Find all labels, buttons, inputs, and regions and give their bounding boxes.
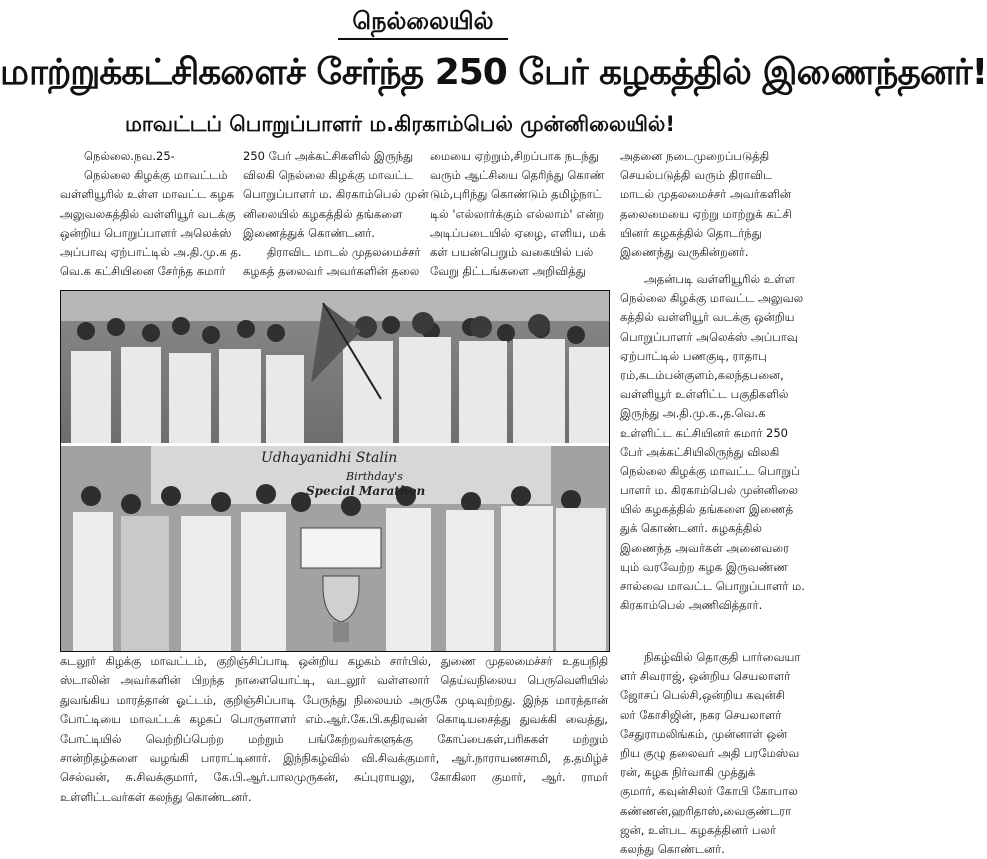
banner-text-line2: Birthday's bbox=[346, 470, 403, 483]
article-column-4-final bbox=[620, 648, 801, 859]
banner-text-line1: Udhayanidhi Stalin bbox=[261, 450, 398, 466]
text-line: ரன், கழக நிர்வாகி முத்துக் bbox=[620, 765, 756, 780]
text-line: உள்ளிட்ட கட்சியினர் சுமார் 250 bbox=[620, 425, 788, 440]
text-line: சால்வை மாவட்ட பொறுப்பாளர் ம. bbox=[620, 579, 805, 593]
article-column-4-continued bbox=[620, 270, 805, 615]
text-line: பேர் அக்கட்சியிலிருந்து விலகி bbox=[620, 444, 780, 459]
text-line: நெல்லை கிழக்கு மாவட்ட பொறுப் bbox=[620, 463, 800, 478]
text-line: தலைமையை ஏற்று மாற்றுக் கட்சி bbox=[620, 206, 792, 221]
text-line: குமார், கவுன்சிலர் கோபி கோபால bbox=[620, 784, 798, 799]
text-line: வள்ளியூர் உள்ளிட்ட பகுதிகளில் bbox=[620, 387, 789, 402]
text-line: நெல்லை கிழக்கு மாவட்ட அலுவல bbox=[620, 291, 804, 306]
headline: மாற்றுக்கட்சிகளைச் சேர்ந்த 250 பேர் கழகத்தில் இணைந்தனர்! bbox=[0, 52, 987, 93]
article-column-1 bbox=[60, 147, 242, 281]
text-line: பொறுப்பாளர் அலெக்ஸ் அப்பாவு bbox=[620, 329, 798, 344]
text-line: நிகழ்வில் தொகுதி பார்வையா bbox=[644, 650, 801, 664]
text-line: இணைந்த அவர்கள் அனைவரை bbox=[620, 540, 790, 555]
text-line: ஒன்றிய பொறுப்பாளர் அலெக்ஸ் bbox=[60, 225, 232, 240]
kicker: நெல்லையில் bbox=[338, 6, 508, 40]
text-line: கள் பயன்பெறும் வகையில் பல் bbox=[430, 244, 594, 259]
text-line: பொறுப்பாளர் ம. கிரகாம்பெல் முன் bbox=[243, 187, 429, 202]
text-line: 250 பேர் அக்கட்சிகளில் இருந்து bbox=[243, 149, 414, 163]
text-line: அப்பாவு ஏற்பாட்டில் அ.தி.மு.க த. bbox=[60, 244, 242, 259]
caption-line: சான்றிதழ்களை வழங்கி பாராட்டினார். இந்நிகழ்வில் வி.சிவக்குமார், ஆர்.நாராயணசாமி, த.தமிழ்ச் bbox=[60, 751, 608, 765]
article-column-4 bbox=[620, 147, 792, 262]
text-line: இணைந்து வருகின்றனர். bbox=[620, 244, 749, 259]
article-column-2 bbox=[243, 147, 428, 281]
text-line: மையை ஏற்றும்,சிறப்பாக நடந்து bbox=[430, 149, 599, 163]
text-line: மாடல் முதலமைச்சர் அவர்களின் bbox=[620, 187, 791, 202]
photo-trophy-presentation bbox=[61, 446, 609, 651]
text-line: அதனை நடைமுறைப்படுத்தி bbox=[620, 149, 770, 163]
caption-line: போட்டியில் வெற்றிப்பெற்ற மற்றும் பங்கேற்றவர்களுக்கு கோப்பைகள்,பரிசுகள் மற்றும் bbox=[60, 732, 608, 746]
text-line: துக் கொண்டனர். கழகத்தில் bbox=[620, 521, 762, 536]
text-line: விலகி நெல்லை கிழக்கு மாவட்ட bbox=[243, 168, 414, 183]
text-line: சேதுராமலிங்கம், முன்னாள் ஒன் bbox=[620, 726, 788, 741]
photo-caption bbox=[60, 652, 608, 807]
text-line: அதன்படி வள்ளியூரில் உள்ள bbox=[644, 272, 795, 286]
text-line: கலந்து கொண்டனர். bbox=[620, 841, 725, 856]
photo-frame bbox=[60, 290, 610, 652]
photo-marathon-flag-off bbox=[61, 291, 609, 443]
article-column-3 bbox=[430, 147, 610, 281]
text-line: பாளர் ம. கிரகாம்பெல் முன்னிலை bbox=[620, 483, 798, 498]
banner-text-line3: Special Marathon bbox=[306, 484, 426, 498]
subhead: மாவட்டப் பொறுப்பாளர் ம.கிரகாம்பெல் முன்னிலையில்! bbox=[125, 112, 675, 136]
text-line: கண்ணன்,ஹரிதாஸ்,வைகுண்டரா bbox=[620, 803, 792, 818]
text-line: யும் வரவேற்ற கழக இருவண்ண bbox=[620, 559, 788, 574]
text-line: இருந்து அ.தி.மு.க.,த.வெ.க bbox=[620, 406, 766, 421]
text-line: யில் கழகத்தில் தங்களை இணைத் bbox=[620, 502, 794, 517]
caption-line: துவங்கிய மாரத்தான் ஓட்டம், குறிஞ்சிப்பாடி பேருந்து நிலையம் அருகே முடிவுற்றது. இந்த மாரத்தான் bbox=[60, 693, 608, 707]
text-line: ஏற்பாட்டில் பணகுடி, ராதாபு bbox=[620, 348, 767, 363]
caption-line: போட்டியை மாவட்டக் கழகப் பொருளாளர் எம்.ஆர்.கே.பி.கதிரவன் கொடியசைத்து துவக்கி வைத்து, bbox=[60, 713, 608, 727]
text-line: நெல்லை கிழக்கு மாவட்டம் bbox=[84, 168, 228, 183]
text-line: இணைத்துக் கொண்டனர். bbox=[243, 225, 376, 240]
text-line: திராவிட மாடல் முதலமைச்சர் bbox=[267, 244, 421, 259]
text-line: னிலையில் கழகத்தில் தங்களை bbox=[243, 206, 403, 221]
text-line: வரும் ஆட்சியை தெரிந்து கொண் bbox=[430, 168, 605, 183]
text-line: டில் 'எல்லார்க்கும் எல்லாம்' என்ற bbox=[430, 206, 605, 221]
text-line: வெ.க கட்சியினை சேர்ந்த சுமார் bbox=[60, 264, 226, 279]
text-line: கழகத் தலைவர் அவர்களின் தலை bbox=[243, 264, 420, 279]
text-line: டும்,புரிந்து கொண்டும் தமிழ்நாட் bbox=[430, 187, 602, 202]
text-line: நெல்லை.நவ.25- bbox=[84, 149, 175, 163]
text-line: கத்தில் வள்ளியூர் வடக்கு ஒன்றிய bbox=[620, 310, 795, 325]
caption-line: கடலூர் கிழக்கு மாவட்டம், குறிஞ்சிப்பாடி ஒன்றிய கழகம் சார்பில், துணை முதலமைச்சர் உதயநிதி bbox=[60, 655, 608, 668]
text-line: லர் கோசிஜின், நகர செயலாளர் bbox=[620, 707, 782, 722]
caption-line: செல்வன், சு.சிவக்குமார், கே.பி.ஆர்.பாலமுருகன், சுப்புராயலு, கோகிலா குமார், ஆர். ராமர் bbox=[60, 771, 608, 785]
text-line: வள்ளியூரில் உள்ள மாவட்ட கழக bbox=[60, 187, 235, 202]
caption-line: உள்ளிட்டவர்கள் கலந்து கொண்டனர். bbox=[60, 790, 252, 804]
text-line: யினர் கழகத்தில் தொடர்ந்து bbox=[620, 225, 762, 240]
caption-line: ஸ்டாலின் அவர்களின் பிறந்த நாளையொட்டி, வடலூர் வள்ளலார் தெய்வநிலைய பெருவெளியில் bbox=[60, 674, 608, 688]
text-line: ஜன், உள்பட கழகத்தினர் பலர் bbox=[620, 822, 777, 837]
text-line: ரம்,கடம்பன்குளம்,கலந்தபனை, bbox=[620, 367, 784, 382]
text-line: றிய குழு தலைவர் அதி பரமேஸ்வ bbox=[620, 745, 800, 760]
text-line: கிரகாம்பெல் அணிவித்தார். bbox=[620, 598, 763, 613]
text-line: செயல்படுத்தி வரும் திராவிட bbox=[620, 168, 773, 183]
text-line: அலுவலகத்தில் வள்ளியூர் வடக்கு bbox=[60, 206, 236, 221]
text-line: ளர் சிவராஜ், ஒன்றிய செயலாளர் bbox=[620, 669, 791, 684]
text-line: ஜோசப் பெல்சி,ஒன்றிய கவுன்சி bbox=[620, 688, 785, 703]
text-line: வேறு திட்டங்களை அறிவித்து bbox=[430, 264, 586, 279]
text-line: அடிப்படையில் ஏழை, எளிய, மக் bbox=[430, 225, 606, 240]
